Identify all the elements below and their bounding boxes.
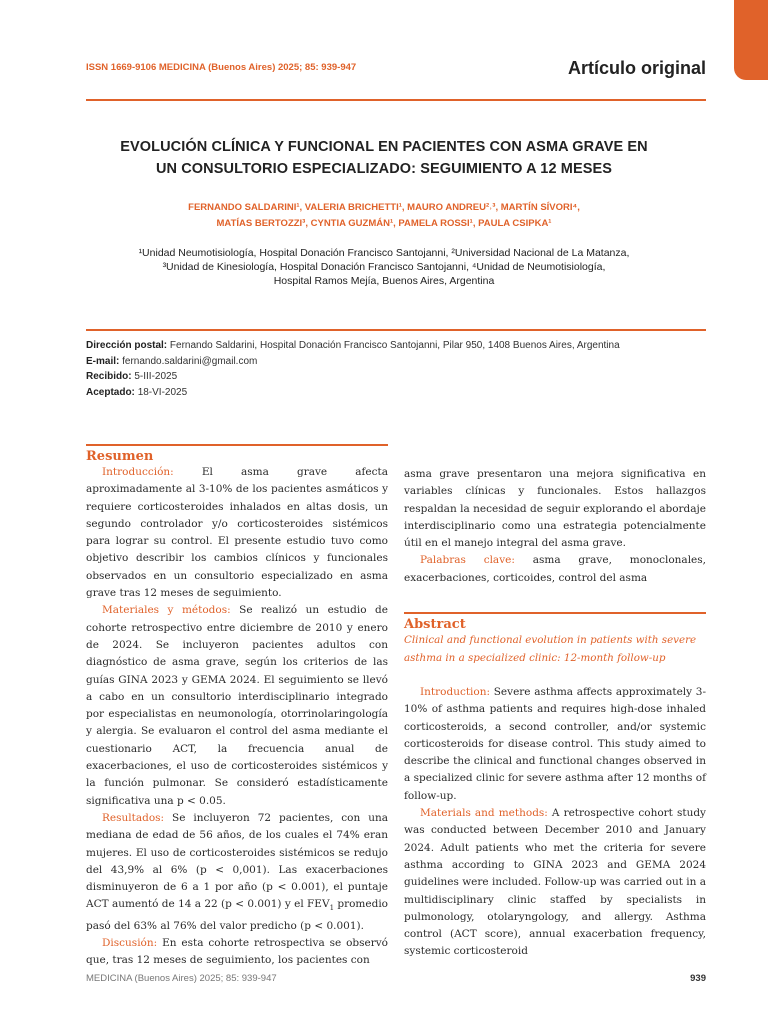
email-link[interactable]: fernando.saldarini@gmail.com [122,355,258,367]
page-number: 939 [690,973,706,984]
accepted-row [86,385,706,401]
section-label: Introducción: [102,466,174,478]
keywords-paragraph [404,552,706,587]
section-label: Resultados: [102,811,165,824]
section-label: Palabras clave: [420,554,515,567]
received-row [86,369,706,385]
paragraph-text: Severe asthma affects approximately 3-10% of asthma patients and requires high-dose inhaled corticosteroids, a second controller, and/or systemic corticosteroids for disease control. This study aimed to describe the clinical and functional changes observed in a specialized clinic for severe asthma after 12 months of follow-up. [404,686,706,802]
paragraph-text: promedio pasó del 63% al 76% del valor predicho (p < 0.001). [86,898,389,932]
title-line: UN CONSULTORIO ESPECIALIZADO: SEGUIMIENTO A 12 MESES [155,161,613,177]
email-label: E-mail: [86,355,120,367]
resumen-intro-paragraph [86,464,388,602]
received-date: 5-III-2025 [134,371,178,382]
abstract-methods-paragraph [404,805,706,961]
corner-tab [734,0,768,80]
paragraph-text: Se realizó un estudio de cohorte retrospectivo entre diciembre de 2010 y enero de 2024. Se incluyeron pacientes adultos con diagnóstico de asma grave, según los criterios de las guías GINA 2023 y GEMA 2024. El seguimiento se llevó a cabo en un consultorio interdisciplinario integrado por especialistas en neumonología, otorrinolaringología y alergia. Se evaluaron el control del asma mediante el cuestionario ACT, la frecuencia anual de exacerbaciones, el uso de corticosteroides sistémicos y la función pulmonar. Se consideró estadísticamente significativa una p < 0.05. [86,604,388,807]
section-label: Materiales y métodos: [102,604,231,617]
resumen-discussion-paragraph [86,935,388,970]
received-label: Recibido: [86,371,132,382]
paragraph-text: En esta cohorte retrospectiva se observó que, tras 12 meses de seguimiento, los pacientes con [86,937,388,967]
affiliation-line: ³Unidad de Kinesiología, Hospital Donación Francisco Santojanni, ⁴Unidad de Neumotisiología, [162,261,606,273]
affiliations [100,246,668,288]
accepted-date: 18-VI-2025 [137,386,188,398]
authors-line: FERNANDO SALDARINI¹, VALERIA BRICHETTI¹, MAURO ANDREU²˒³, MARTÍN SÍVORI⁴, [188,202,580,213]
header-rule [86,99,706,101]
paragraph-text: El asma grave afecta aproximadamente al 3-10% de los pacientes asmáticos y requiere corticosteroides inhalados en altas dosis, un segundo controlador y/o corticosteroides sistémicos para lograr su control. El presente estudio tuvo como objetivo describir los cambios clínicos y funcionales observados en un consultorio especializado en asma grave tras 12 meses de seguimiento. [86,466,388,600]
postal-address: Fernando Saldarini, Hospital Donación Francisco Santojanni, Pilar 950, 1408 Buenos Aires, Argentina [169,340,620,351]
affiliation-line: Hospital Ramos Mejía, Buenos Aires, Argentina [273,275,495,287]
paragraph-text: A retrospective cohort study was conducted between December 2010 and January 2024. Adult patients who met the criteria for severe asthma according to GINA 2023 and GEMA 2024 guidelines were included. Follow-up was carried out in a multidisciplinary clinic staffed by specialists in pulmonology, otolaryngology, and allergy. Asthma control (ACT score), annual exacerbation frequency, systemic corticosteroid [404,807,706,958]
postal-label: Dirección postal: [86,340,168,351]
affiliation-line: ¹Unidad Neumotisiología, Hospital Donación Francisco Santojanni, ²Universidad Nacional de La Matanza, [138,247,630,259]
section-label: Introduction: [420,686,491,698]
abstract-intro-paragraph [404,684,706,805]
abstract-subtitle: Clinical and functional evolution in patients with severe asthma in a specialized clinic: 12-month follow-up [404,634,697,664]
abstract-section [404,617,706,961]
keywords-text: asma grave, monoclonales, exacerbaciones, corticoides, control del asma [404,554,706,584]
resumen-methods-paragraph [86,602,388,810]
resumen-results-paragraph [86,810,388,935]
postal-row [86,338,706,354]
section-label: Materials and methods: [420,807,548,820]
resumen-rule [86,444,388,446]
abstract-rule [404,612,706,614]
accepted-label: Aceptado: [86,386,135,398]
subscript: 1 [329,904,335,913]
issn-line: ISSN 1669-9106 MEDICINA (Buenos Aires) 2025; 85: 939-947 [86,62,357,73]
title-line: EVOLUCIÓN CLÍNICA Y FUNCIONAL EN PACIENTES CON ASMA GRAVE EN [120,139,648,155]
resumen-heading: Resumen [86,449,154,464]
contact-block [86,338,706,400]
article-title [110,136,658,180]
authors-line: MATÍAS BERTOZZI³, CYNTIA GUZMÁN¹, PAMELA ROSSI¹, PAULA CSIPKA¹ [216,218,552,229]
resumen-continued [404,466,706,587]
section-label: Discusión: [102,937,158,950]
paragraph-text: Se incluyeron 72 pacientes, con una mediana de edad de 56 años, de los cuales el 74% eran mujeres. El uso de corticosteroides sistémicos se redujo del 43,9% al 6% (p < 0,001). Las exacerbaciones disminuyeron de 6 a 1 por año (p < 0.001), el puntaje ACT aumentó de 14 a 22 (p < 0.001) y el FEV [86,811,388,911]
footer-journal: MEDICINA (Buenos Aires) 2025; 85: 939-947 [86,973,277,984]
resumen-section [86,449,388,970]
resumen-discussion-continued: asma grave presentaron una mejora significativa en variables clínicas y funcionales. Estos hallazgos respaldan la necesidad de seguir explorando el abordaje interdisciplinario como una estrategia potencialmente útil en el manejo integral del asma grave. [404,468,706,550]
article-type-label: Artículo original [567,58,706,78]
author-list [100,200,668,232]
email-row [86,354,706,370]
contact-rule [86,329,706,331]
abstract-heading: Abstract [404,617,466,632]
